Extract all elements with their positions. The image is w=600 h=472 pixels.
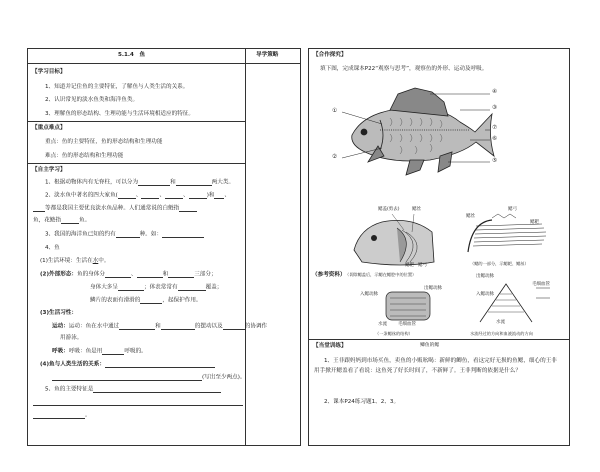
practice-divider [308, 339, 570, 340]
question-3: 3、我国的海洋鱼已知的约有 种。如： [45, 231, 204, 238]
q4-relation-cont: (写出至少两点)。 [52, 374, 246, 381]
practice-question-1: 1、王非跟妈妈到市场买鱼，卖鱼的小贩吆喝：新鲜的鲫鱼，看这完好无损的鱼鳃，细心的王非用手掀开鳃盖看了看说：这鱼死了好长时间了，不新鲜了。王非判断的依据是什么？ [314, 358, 557, 375]
gill-head-diagram [352, 210, 442, 270]
fish-label-7: ⑦ [492, 125, 498, 131]
gill-position-caption: （切除鳃盖后，示鳃在鳃腔中的位置） [345, 272, 417, 277]
fish-label-6: ⑥ [492, 136, 498, 142]
label-out-artery: 出鳃动脉 [424, 286, 442, 291]
fish-label-4: ④ [492, 89, 498, 95]
question-2: 2、淡水鱼中著名的四大家鱼( 、 、 、 )和 、 [45, 192, 231, 199]
label-gill-raker: 鳃耙 [405, 263, 414, 268]
left-title-divider [27, 63, 301, 64]
goal-item: 3、理解鱼的形态结构、生理功能与生活环境相适应的特征。 [45, 111, 194, 117]
reference-label: （参考资料） [312, 272, 346, 278]
practice-question-2: 2、课本P24练习题1、2、3。 [324, 399, 400, 405]
label-out-artery-2: 出鳃动脉 [476, 274, 494, 279]
q4-movement-cont: 用游泳。 [60, 335, 83, 341]
question-2-cont: 等都是我国主要优良淡水鱼品种。人们通常说的白鲢指 [33, 205, 197, 212]
goal-item: 2、认识常见的淡水鱼类和海洋鱼类。 [45, 97, 139, 103]
q4-morphology-cont: 鳞片的表面有滑滑的 ，起保护作用。 [90, 297, 202, 304]
gill-part-diagram [462, 212, 554, 260]
difficult-point: 难点：鱼的形态结构和生理功能 [45, 153, 124, 159]
gill-structure-caption: （一条鳃丝的结构） [375, 331, 413, 336]
fish-label-5: ⑤ [492, 158, 498, 164]
self-study-header: 【自主学习】 [32, 167, 66, 173]
q4-morphology-cont: 身体大多呈 ；体表常常有 覆盖； [90, 284, 223, 291]
label-gill-filament-2: 鳃丝 [466, 214, 475, 219]
strategy-header: 导学策略 [256, 52, 279, 58]
label-gill-arch-2: 鳃弓 [508, 207, 517, 212]
coop-header: 【合作探究】 [313, 52, 347, 58]
label-gill-arch: 鳃弓 [418, 263, 427, 268]
question-1: 1、根据动物体内有无脊柱，可以分为 和 两大类。 [45, 179, 235, 186]
water-blood-caption: 水流经过的方向和血液流动的方向 [470, 331, 533, 336]
fish-label-2: ② [332, 154, 338, 160]
q4-breathing: 呼吸：呼吸：鱼是用 呼吸的。 [52, 348, 147, 355]
key-point: 重点：鱼的主要特征，鱼的形态结构和生理功能 [45, 139, 163, 145]
label-gill-raker-2: 鳃耙 [530, 220, 539, 225]
practice-header: 【当堂训练】 [313, 343, 347, 349]
gill-magnified-caption: （鳃的一部分，示鳃耙、鳃丝） [470, 261, 529, 266]
left-strategy-divider [245, 48, 246, 446]
fish-label-1: ① [332, 108, 338, 114]
goal-item: 1、知道并记住鱼的主要特征，了解鱼与人类生活的关系。 [45, 84, 189, 90]
question-5-cont: 。 [33, 412, 91, 419]
lesson-title: 5.1.4 鱼 [118, 52, 146, 58]
goals-header: 【学习目标】 [32, 69, 66, 75]
fish-diagram [320, 80, 510, 180]
question-4: 4、鱼 [45, 245, 60, 251]
label-in-artery-2: 入鳃动脉 [476, 292, 494, 297]
q4-relation: (4)鱼与人类生活的关系： [40, 361, 215, 368]
section-divider [27, 121, 245, 122]
q4-habits: (3)生活习性： [40, 310, 77, 316]
fish-gill-caption: 鲫鱼的鳃 [420, 343, 440, 348]
q4-environment: (1)生活环境：生活在水中。 [40, 258, 110, 264]
label-in-artery: 入鳃动脉 [360, 292, 378, 297]
question-2-cont: 鱼，花鲢指 鱼。 [33, 217, 91, 224]
question-5-cont [33, 399, 243, 406]
coop-instruction: 填下图，完成课本P22“观察与思考”，观察鱼的外形、运动及呼吸。 [320, 66, 488, 72]
label-water-flow: 水流 [378, 322, 387, 327]
label-gill-filament: 鳃丝 [412, 207, 421, 212]
q4-morphology: (2)外部形态：鱼的身体分 、 和 三部分； [40, 271, 217, 278]
label-gill-cover: 鳃盖(剪去) [378, 207, 400, 212]
q4-movement: 运动：运动：鱼在水中通过 和 的摆动以及 的协调作 [52, 323, 268, 330]
key-header: 【重点难点】 [32, 125, 66, 131]
section-divider [27, 163, 245, 164]
label-capillary: 毛细血管 [398, 322, 416, 327]
label-capillary-2: 毛细血管 [532, 282, 550, 287]
question-5: 5、鱼的主要特征是 [45, 386, 221, 393]
label-water-flow-2: 水流 [496, 320, 505, 325]
fish-label-3: ③ [492, 105, 498, 111]
